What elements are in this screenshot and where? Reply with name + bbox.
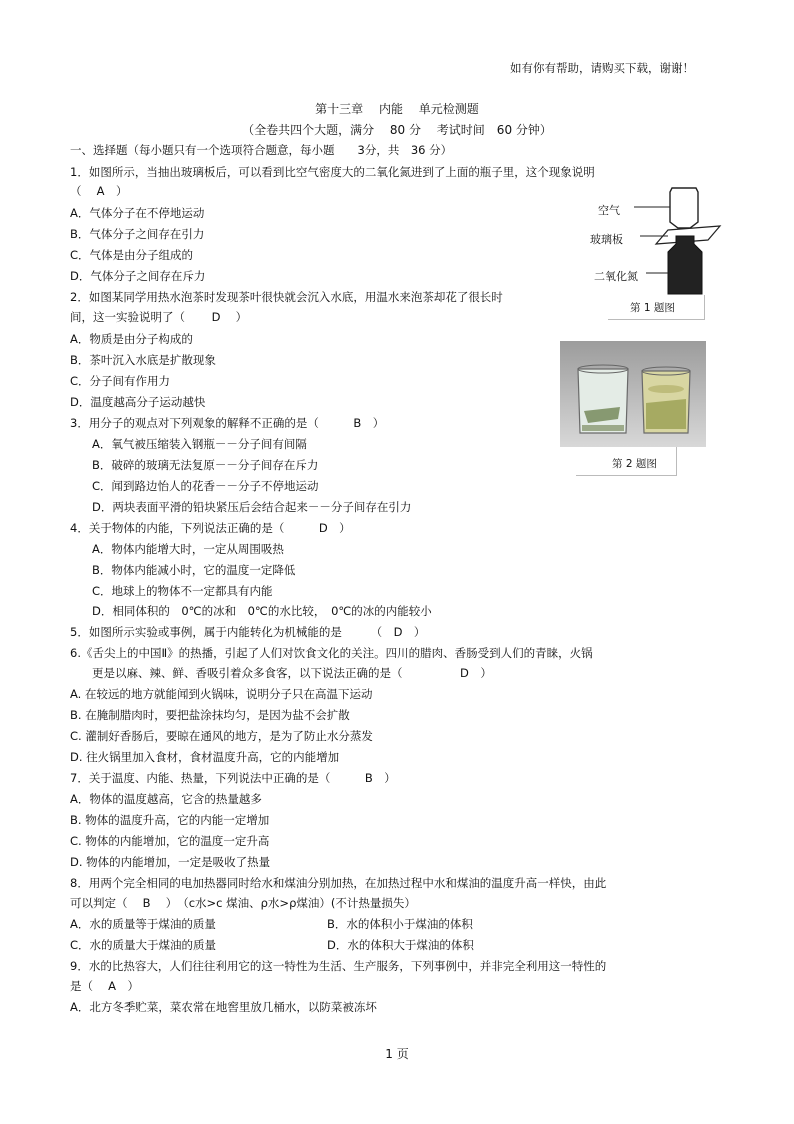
page-title: 第十三章 内能 单元检测题 — [315, 102, 479, 116]
option-d: D．温度越高分子运动越快 — [70, 395, 206, 409]
option-c: C．地球上的物体不一定都具有内能 — [92, 584, 273, 598]
option-d: D．两块表面平滑的铅块紧压后会结合起来－－分子间存在引力 — [92, 500, 412, 514]
page-number: 1 页 — [385, 1047, 409, 1061]
figure-1-caption: 第 1 题图 — [630, 302, 675, 314]
question-stem-cont: 是（ A ） — [70, 979, 140, 993]
option-d: D．水的体积大于煤油的体积 — [327, 938, 474, 952]
question-stem-cont: 可以判定（ B ） （c水>c 煤油、ρ水>ρ煤油）(不计热量损失） — [70, 896, 416, 910]
label-air: 空气 — [598, 204, 620, 217]
option-c: C. 物体的内能增加，它的温度一定升高 — [70, 834, 270, 848]
section-heading: 一、选择题（每小题只有一个选项符合题意，每小题 3分，共 36 分） — [70, 143, 453, 157]
question-stem: 9．水的比热容大，人们往往利用它的这一特性为生活、生产服务，下列事例中，并非完全利用这一特性的 — [70, 959, 607, 973]
label-no2: 二氧化氮 — [594, 270, 638, 283]
question-stem: 2．如图某同学用热水泡茶时发现茶叶很快就会沉入水底，用温水来泡茶却花了很长时 — [70, 290, 503, 304]
figure-1 — [590, 182, 726, 322]
option-b: B．气体分子之间存在引力 — [70, 227, 205, 241]
question-stem-cont: 更是以麻、辣、鲜、香吸引着众多食客，以下说法正确的是（ D ） — [92, 666, 492, 680]
question-stem: 3．用分子的观点对下列观象的解释不正确的是（ B ） — [70, 416, 385, 430]
option-c: C．气体是由分子组成的 — [70, 248, 194, 262]
question-stem-cont: 间，这一实验说明了（ D ） — [70, 310, 248, 324]
option-b: B．水的体积小于煤油的体积 — [327, 917, 473, 931]
question-stem: 7．关于温度、内能、热量，下列说法中正确的是（ B ） — [70, 771, 396, 785]
option-a: A．气体分子在不停地运动 — [70, 206, 205, 220]
option-a: A．水的质量等于煤油的质量 — [70, 917, 216, 931]
option-a: A．北方冬季贮菜，菜农常在地窖里放几桶水，以防菜被冻坏 — [70, 1000, 377, 1014]
option-a: A．物质是由分子构成的 — [70, 332, 193, 346]
option-b: B．破碎的玻璃无法复原－－分子间存在斥力 — [92, 458, 319, 472]
answer-line: （ A ） — [70, 184, 128, 198]
figure-2 — [560, 341, 706, 476]
option-d: D．气体分子之间存在斥力 — [70, 269, 206, 283]
option-c: C．水的质量大于煤油的质量 — [70, 938, 217, 952]
header-note: 如有你有帮助，请购买下载，谢谢！ — [510, 61, 694, 75]
option-c: C. 灌制好香肠后，要晾在通风的地方，是为了防止水分蒸发 — [70, 729, 373, 743]
question-stem: 4．关于物体的内能，下列说法正确的是（ D ） — [70, 521, 351, 535]
question-5: 5．如图所示实验或事例，属于内能转化为机械能的是 （ D ） — [70, 625, 426, 639]
option-a: A．氧气被压缩装入钢瓶－－分子间有间隔 — [92, 437, 307, 451]
page-subtitle: （全卷共四个大题，满分 80 分 考试时间 60 分钟） — [242, 123, 552, 137]
question-stem: 1．如图所示，当抽出玻璃板后，可以看到比空气密度大的二氧化氮进到了上面的瓶子里，这个现象说明 — [70, 165, 595, 179]
option-b: B. 在腌制腊肉时，要把盐涂抹均匀，是因为盐不会扩散 — [70, 708, 350, 722]
option-b: B．茶叶沉入水底是扩散现象 — [70, 353, 216, 367]
option-b: B．物体内能减小时，它的温度一定降低 — [92, 563, 296, 577]
option-a: A．物体的温度越高，它含的热量越多 — [70, 792, 262, 806]
option-d: D. 往火锅里加入食材，食材温度升高，它的内能增加 — [70, 750, 340, 764]
question-stem: 8．用两个完全相同的电加热器同时给水和煤油分别加热，在加热过程中水和煤油的温度升高一样快，由此 — [70, 876, 607, 890]
option-d: D. 物体的内能增加，一定是吸收了热量 — [70, 855, 271, 869]
option-c: C．分子间有作用力 — [70, 374, 171, 388]
label-glass-plate: 玻璃板 — [590, 233, 623, 246]
question-stem: 6.《舌尖上的中国Ⅱ》的热播，引起了人们对饮食文化的关注。四川的腊肉、香肠受到人们的青睐，火锅 — [70, 646, 593, 660]
option-b: B. 物体的温度升高，它的内能一定增加 — [70, 813, 270, 827]
option-c: C．闻到路边怡人的花香－－分子不停地运动 — [92, 479, 319, 493]
option-d: D．相同体积的 0℃的冰和 0℃的水比较， 0℃的冰的内能较小 — [92, 604, 432, 618]
tea-glasses-photo — [560, 341, 706, 447]
option-a: A．物体内能增大时，一定从周围吸热 — [92, 542, 284, 556]
figure-2-caption: 第 2 题图 — [612, 458, 657, 470]
option-a: A. 在较远的地方就能闻到火锅味，说明分子只在高温下运动 — [70, 687, 373, 701]
